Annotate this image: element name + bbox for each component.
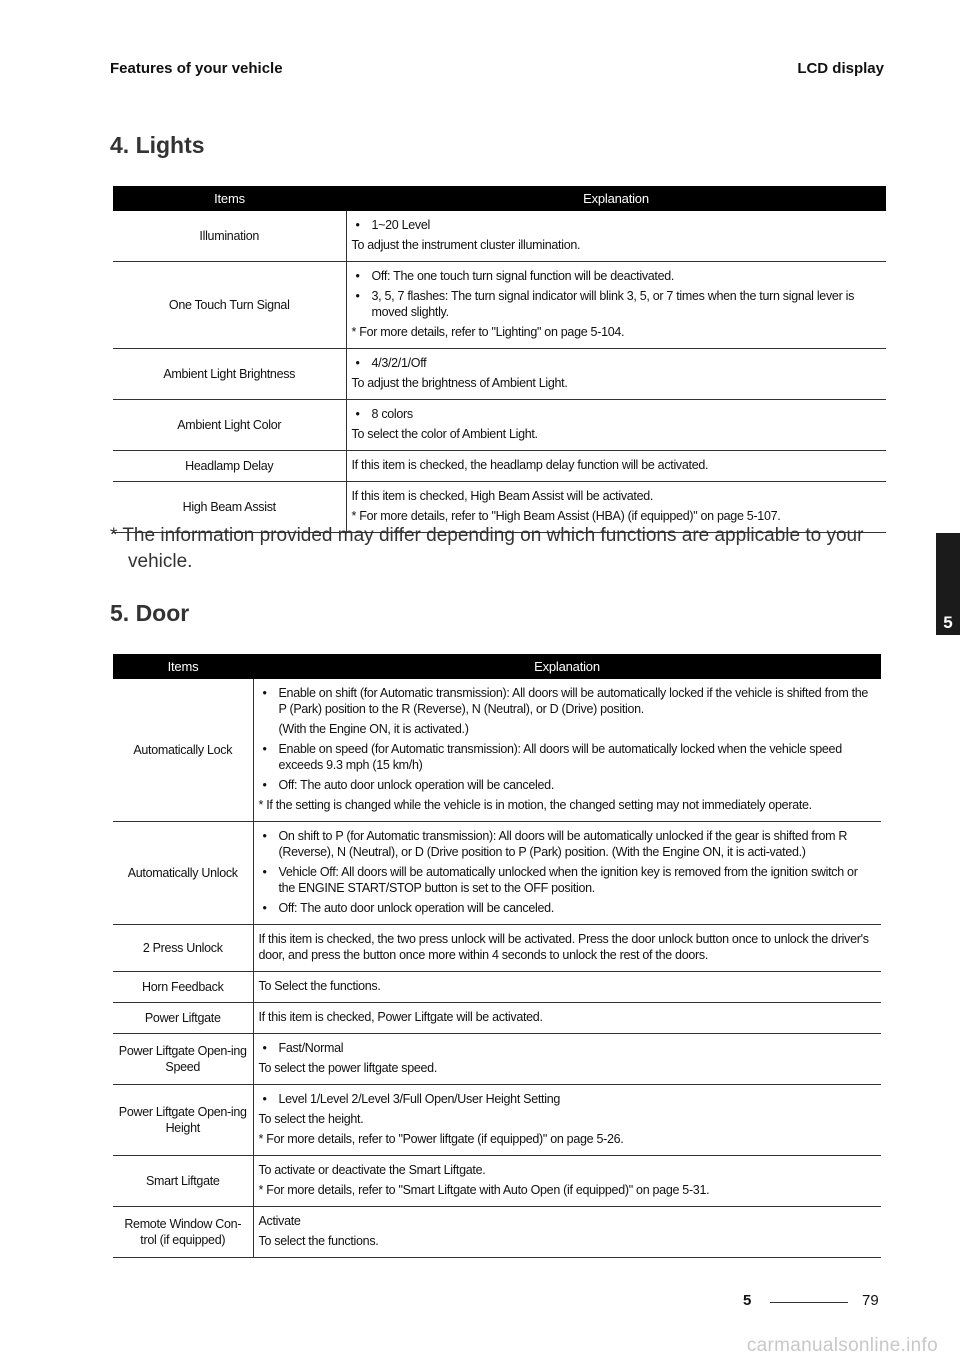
row-item-name: 2 Press Unlock (113, 925, 253, 972)
table-row (113, 679, 881, 822)
row-item-name: High Beam Assist (113, 482, 346, 533)
row-explanation (253, 972, 881, 1003)
text-line: * If the setting is changed while the vehicle is in motion, the changed setting may not immediately operate. (258, 798, 812, 812)
text-line: To adjust the brightness of Ambient Light. (351, 376, 568, 390)
bullet-line: • Off: The one touch turn signal function will be deactivated. (352, 268, 883, 284)
footer-chapter-number: 5 (743, 1292, 752, 1309)
text-line: (With the Engine ON, it is activated.) (278, 722, 469, 736)
column-header-items: Items (113, 654, 253, 679)
bullet-line: • Fast/Normal (259, 1040, 878, 1056)
row-item-name: Headlamp Delay (113, 451, 346, 482)
table-row (113, 1207, 881, 1258)
bullet-line: • On shift to P (for Automatic transmission): All doors will be automatically unlocked if the gear is shifted from R (Reverse), N (Neutral), or D (Drive position to P (Park) position. (With the Engine ON, it is acti-vated.) (259, 828, 878, 860)
text-line: If this item is checked, the headlamp delay function will be activated. (351, 458, 709, 472)
text-line: To activate or deactivate the Smart Liftgate. (258, 1163, 486, 1177)
text-line: To adjust the instrument cluster illumination. (351, 238, 581, 252)
table-row (113, 1034, 881, 1085)
row-explanation (346, 400, 886, 451)
table-row (113, 1085, 881, 1156)
door-table (113, 654, 881, 1258)
text-line: * For more details, refer to "High Beam Assist (HBA) (if equipped)" on page 5-107. (351, 509, 781, 523)
row-item-name: One Touch Turn Signal (113, 262, 346, 349)
text-line: If this item is checked, the two press unlock will be activated. Press the door unlock button once to unlock the driver's door, and press the button once more within 4 seconds to unlock the rest of the doors. (258, 932, 869, 962)
section-title-lights: 4. Lights (110, 132, 205, 158)
row-explanation (253, 1207, 881, 1258)
table-row (113, 1003, 881, 1034)
bullet-line: • Enable on speed (for Automatic transmission): All doors will be automatically locked when the vehicle speed exceeds 9.3 mph (15 km/h) (259, 741, 878, 773)
text-line: Activate (258, 1214, 301, 1228)
bullet-line: • Level 1/Level 2/Level 3/Full Open/User Height Setting (259, 1091, 878, 1107)
lights-table (113, 186, 886, 533)
bullet-line: • Vehicle Off: All doors will be automatically unlocked when the ignition key is removed from the ignition switch or the ENGINE START/STOP button is set to the OFF position. (259, 864, 878, 896)
column-header-explanation: Explanation (346, 186, 886, 211)
text-line: To select the power liftgate speed. (258, 1061, 438, 1075)
text-line: To select the functions. (258, 1234, 379, 1248)
table-row (113, 400, 886, 451)
row-explanation (253, 822, 881, 925)
table-row (113, 972, 881, 1003)
section-title-door: 5. Door (110, 600, 190, 626)
row-explanation (253, 925, 881, 972)
column-header-items: Items (113, 186, 346, 211)
row-item-name: Automatically Lock (113, 679, 253, 822)
row-explanation (346, 262, 886, 349)
watermark: carmanualsonline.info (746, 1335, 938, 1356)
column-header-explanation: Explanation (253, 654, 881, 679)
row-item-name: Power Liftgate Open-ing Speed (113, 1034, 253, 1085)
row-item-name: Automatically Unlock (113, 822, 253, 925)
table-row (113, 262, 886, 349)
bullet-line: • 1~20 Level (352, 217, 883, 233)
text-line: If this item is checked, Power Liftgate will be activated. (258, 1010, 543, 1024)
row-item-name: Ambient Light Brightness (113, 349, 346, 400)
text-line: * For more details, refer to "Lighting" on page 5-104. (351, 325, 625, 339)
row-explanation (253, 1003, 881, 1034)
table-row (113, 211, 886, 262)
row-item-name: Smart Liftgate (113, 1156, 253, 1207)
row-item-name: Illumination (113, 211, 346, 262)
row-explanation (253, 1085, 881, 1156)
bullet-line: • Enable on shift (for Automatic transmission): All doors will be automatically locked if the vehicle is shifted from the P (Park) position to the R (Reverse), N (Neutral), or D (Drive) position. (259, 685, 878, 717)
bullet-line: • Off: The auto door unlock operation will be canceled. (259, 900, 878, 916)
bullet-line: • Off: The auto door unlock operation will be canceled. (259, 777, 878, 793)
text-line: * For more details, refer to "Power liftgate (if equipped)" on page 5-26. (258, 1132, 624, 1146)
row-item-name: Power Liftgate Open-ing Height (113, 1085, 253, 1156)
table-row (113, 925, 881, 972)
table-row (113, 822, 881, 925)
chapter-tab: 5 (936, 533, 960, 635)
table-row (113, 1156, 881, 1207)
row-explanation (346, 349, 886, 400)
text-line: To select the height. (258, 1112, 364, 1126)
row-explanation (253, 679, 881, 822)
row-explanation (253, 1034, 881, 1085)
text-line: To Select the functions. (258, 979, 381, 993)
applicability-note: * The information provided may differ depending on which functions are applicable to your vehicle. (110, 525, 864, 572)
bullet-line: • 3, 5, 7 flashes: The turn signal indicator will blink 3, 5, or 7 times when the turn signal lever is moved slightly. (352, 288, 883, 320)
footer-divider (770, 1302, 848, 1303)
table-row (113, 451, 886, 482)
running-header-topic: LCD display (797, 60, 884, 77)
text-line: * For more details, refer to "Smart Liftgate with Auto Open (if equipped)" on page 5-31. (258, 1183, 710, 1197)
bullet-line: • 4/3/2/1/Off (352, 355, 883, 371)
table-row (113, 349, 886, 400)
running-header-section: Features of your vehicle (110, 60, 283, 77)
row-item-name: Power Liftgate (113, 1003, 253, 1034)
row-item-name: Horn Feedback (113, 972, 253, 1003)
text-line: To select the color of Ambient Light. (351, 427, 538, 441)
bullet-line: • 8 colors (352, 406, 883, 422)
text-line: If this item is checked, High Beam Assist will be activated. (351, 489, 654, 503)
row-explanation (346, 211, 886, 262)
row-item-name: Remote Window Con-trol (if equipped) (113, 1207, 253, 1258)
footer-page-number: 79 (862, 1292, 879, 1309)
row-item-name: Ambient Light Color (113, 400, 346, 451)
row-explanation (253, 1156, 881, 1207)
row-explanation (346, 451, 886, 482)
